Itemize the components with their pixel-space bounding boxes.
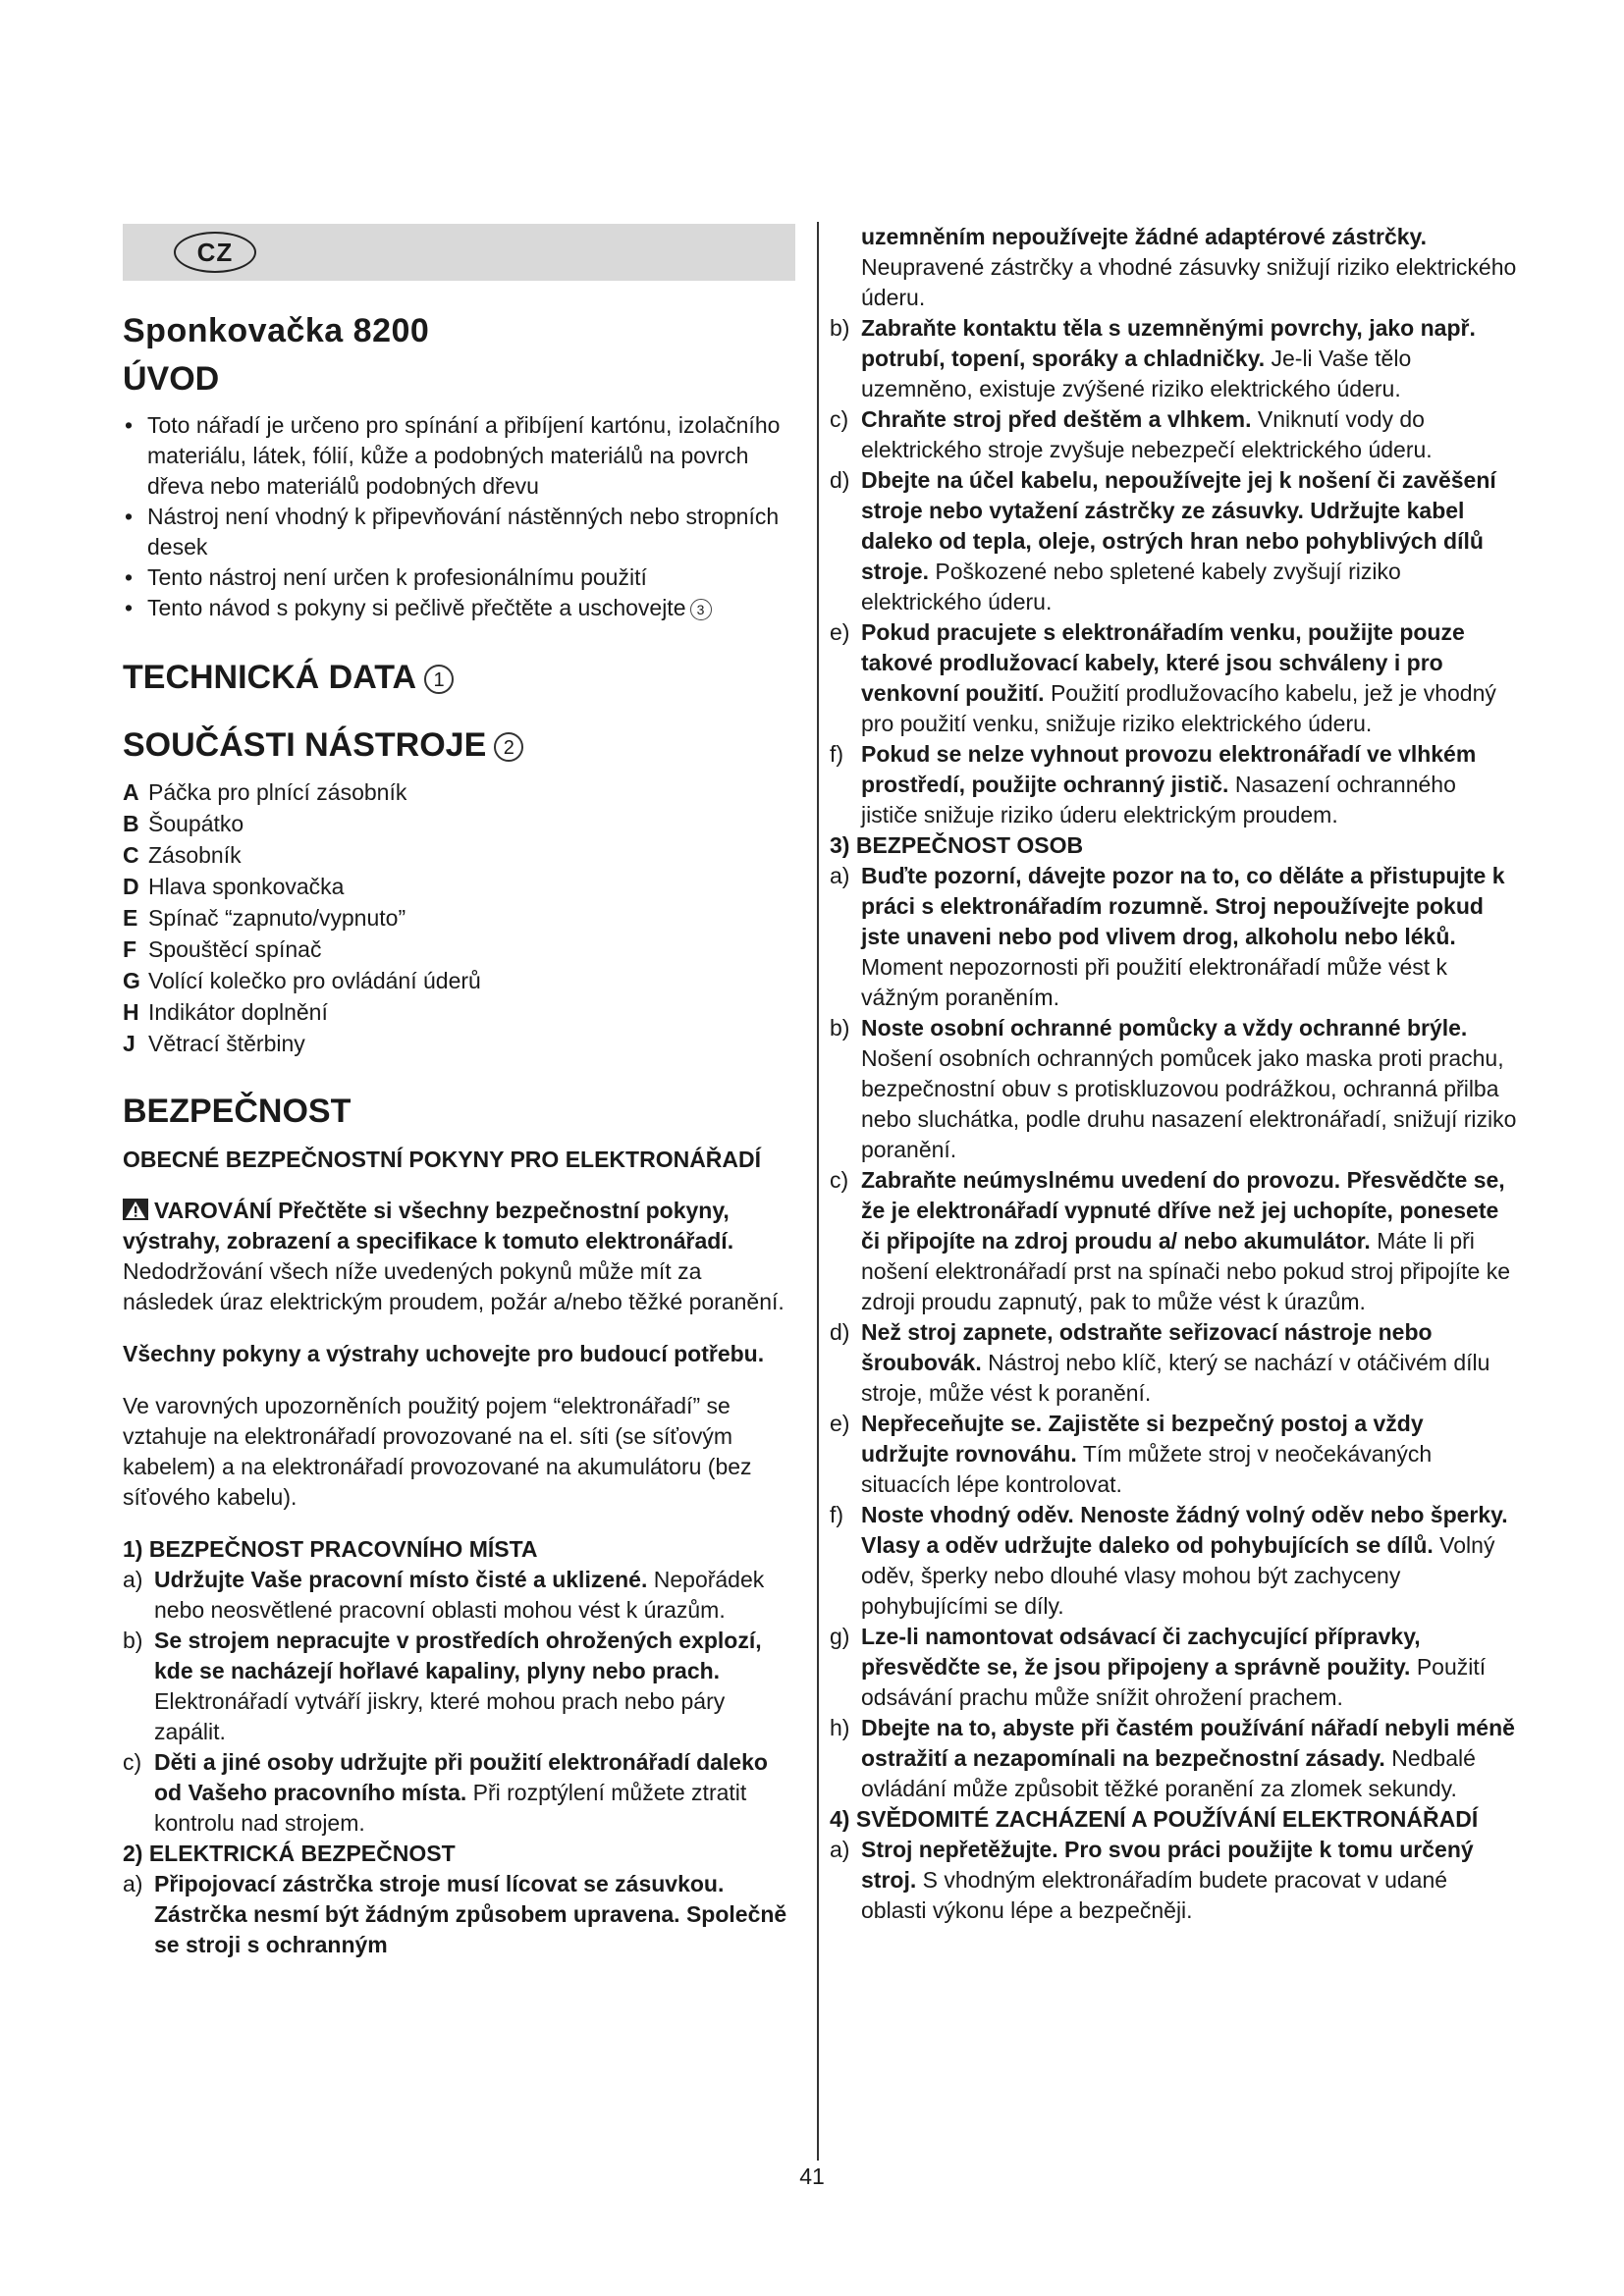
- item-text: Moment nepozornosti při použití elektronářadí může vést k vážným poraněním.: [861, 954, 1448, 1010]
- warning-text: Nedodržování všech níže uvedených pokynů může mít za následek úraz elektrickým proudem, požár a/nebo těžké poranění.: [123, 1258, 785, 1314]
- item-label: e): [830, 1411, 850, 1436]
- item-bold: Děti a jiné osoby udržujte při použití elektronářadí daleko od Vašeho pracovního místa.: [154, 1749, 768, 1805]
- part-name: Spínač “zapnuto/vypnuto”: [148, 905, 406, 931]
- part-item: [123, 996, 795, 1028]
- part-item: [123, 808, 795, 839]
- item-text: Máte li při nošení elektronářadí prst na spínači nebo pokud stroj připojíte ke zdroji proudu zapnutý, pak to může vést k úrazům.: [861, 1228, 1511, 1314]
- product-title: Sponkovačka 8200: [123, 312, 430, 349]
- item-bold: Dbejte na účel kabelu, nepoužívejte jej k nošení či zavěšení stroje nebo vytažení zástrčky ze zásuvky. Udržujte kabel daleko od tepla, oleje, ostrých hran nebo pohyblivých dílů stroje.: [861, 467, 1496, 584]
- safety-item: [830, 1013, 1517, 1165]
- item-label: a): [123, 1567, 143, 1592]
- item-text: Nepořádek nebo neosvětlené pracovní oblasti mohou vést k úrazům.: [154, 1567, 765, 1623]
- part-letter: E: [123, 905, 138, 931]
- item-label: c): [830, 1167, 849, 1193]
- item-text: Poškozené nebo spletené kabely zvyšují riziko elektrického úderu.: [861, 559, 1401, 614]
- item-text: Použití prodlužovacího kabelu, jež je vhodný pro použití venku, snižuje riziko elektrického úderu.: [861, 680, 1496, 736]
- item-bold: Než stroj zapnete, odstraňte seřizovací nástroje nebo šroubovák.: [861, 1319, 1433, 1375]
- intro-item: [123, 562, 795, 593]
- part-item: [123, 965, 795, 996]
- item-label: a): [123, 1871, 143, 1896]
- safety-item: [830, 1622, 1517, 1713]
- item-label: d): [830, 1319, 850, 1345]
- item-bold: Buďte pozorní, dávejte pozor na to, co děláte a přistupujte k práci s elektronářadím rozumně. Stroj nepoužívejte pokud jste unaveni nebo pod vlivem drog, alkoholu nebo léků.: [861, 863, 1505, 949]
- intro-item: [123, 502, 795, 562]
- term-definition: Ve varovných upozorněních použitý pojem “elektronářadí” se vztahuje na elektronářadí provozované na el. síti (se síťovým kabelem) a na elektronářadí provozované na akumulátoru (bez síťového kabelu).: [123, 1393, 752, 1510]
- safety-item: [123, 1565, 795, 1626]
- item-bold: Pokud pracujete s elektronářadím venku, použijte pouze takové prodlužovací kabely, které jsou schváleny i pro venkovní použití.: [861, 619, 1465, 706]
- figure-ref: 1: [424, 665, 454, 694]
- safety-item: [830, 465, 1517, 617]
- item-bold: Zabraňte neúmyslnému uvedení do provozu. Přesvědčte se, že je elektronářadí vypnuté dříve než jej uchopíte, ponesete či připojíte na zdroj proudu a/ nebo akumulátor.: [861, 1167, 1505, 1254]
- safety-item: [830, 1835, 1517, 1926]
- item-text: Volný oděv, šperky nebo dlouhé vlasy mohou být zachyceny pohybujícími se díly.: [861, 1532, 1495, 1619]
- safety-item: [830, 404, 1517, 465]
- item-text: Je-li Vaše tělo uzemněno, existuje zvýšené riziko elektrického úderu.: [861, 346, 1412, 401]
- part-letter: A: [123, 779, 139, 805]
- item-label: e): [830, 619, 850, 645]
- item-text: Použití odsávání prachu může snížit ohrožení prachem.: [861, 1654, 1487, 1710]
- item-label: f): [830, 741, 844, 767]
- heading-soucasti: [123, 726, 795, 765]
- intro-list: [123, 410, 795, 623]
- part-item: [123, 871, 795, 902]
- part-name: Indikátor doplnění: [148, 999, 328, 1025]
- heading-bezpecnost: BEZPEČNOST: [123, 1093, 352, 1130]
- warning-bold: VAROVÁNÍ Přečtěte si všechny bezpečnostní pokyny, výstrahy, zobrazení a specifikace k tomuto elektronářadí.: [123, 1198, 734, 1254]
- item-text: Nedbalé ovládání může způsobit těžké poranění za zlomek sekundy.: [861, 1745, 1476, 1801]
- item-bold: Pokud se nelze vyhnout provozu elektronářadí ve vlhkém prostředí, použijte ochranný jistič.: [861, 741, 1477, 797]
- item-bold: uzemněním nepoužívejte žádné adaptérové zástrčky.: [861, 224, 1428, 249]
- item-bold: Dbejte na to, abyste při častém používání nářadí nebyli méně ostražití a nezapomínali na bezpečnostní zásady.: [861, 1715, 1515, 1771]
- language-badge: CZ: [174, 232, 256, 273]
- part-name: Hlava sponkovačka: [148, 874, 345, 899]
- part-item: [123, 1028, 795, 1059]
- general-safety-heading: OBECNÉ BEZPEČNOSTNÍ POKYNY PRO ELEKTRONÁŘADÍ: [123, 1147, 762, 1172]
- spacer: [123, 1369, 795, 1391]
- item-bold: Stroj nepřetěžujte. Pro svou práci použijte k tomu určený stroj.: [861, 1837, 1474, 1893]
- heading-text: TECHNICKÁ DATA: [123, 659, 417, 696]
- item-label: a): [830, 1837, 850, 1862]
- item-label: b): [830, 1015, 850, 1041]
- section-2-heading: 2) ELEKTRICKÁ BEZPEČNOST: [123, 1841, 456, 1866]
- item-label: d): [830, 467, 850, 493]
- item-bold: Zabraňte kontaktu těla s uzemněnými povrchy, jako např. potrubí, topení, sporáky a chladničky.: [861, 315, 1476, 371]
- part-letter: F: [123, 936, 137, 962]
- spacer: [123, 1174, 795, 1196]
- safety-item: [830, 1713, 1517, 1804]
- item-text: Vniknutí vody do elektrického stroje zvyšuje nebezpečí elektrického úderu.: [861, 406, 1433, 462]
- item-bold: Noste osobní ochranné pomůcky a vždy ochranné brýle.: [861, 1015, 1468, 1041]
- part-name: Větrací štěrbiny: [148, 1031, 305, 1056]
- item-label: c): [830, 406, 849, 432]
- item-text: Elektronářadí vytváří jiskry, které mohou prach nebo páry zapálit.: [154, 1688, 726, 1744]
- keep-text: Všechny pokyny a výstrahy uchovejte pro budoucí potřebu.: [123, 1341, 765, 1366]
- section-3-heading: 3) BEZPEČNOST OSOB: [830, 832, 1084, 858]
- part-letter: G: [123, 968, 140, 993]
- part-name: Šoupátko: [148, 811, 244, 836]
- item-text: Nošení osobních ochranných pomůcek jako maska proti prachu, bezpečnostní obuv s protiskluzovou podrážkou, ochranná přilba nebo sluchátka, podle druhu nasazení elektronářadí, snižují riziko poranění.: [861, 1045, 1517, 1162]
- item-text: Nasazení ochranného jističe snižuje riziko úderu elektrickým proudem.: [861, 772, 1456, 828]
- intro-text: Tento návod s pokyny si pečlivě přečtěte a uschovejte: [147, 595, 686, 620]
- part-letter: C: [123, 842, 139, 868]
- item-bold: Lze-li namontovat odsávací či zachycující přípravky, přesvědčte se, že jsou připojeny a správně použity.: [861, 1624, 1421, 1680]
- part-name: Spouštěcí spínač: [148, 936, 322, 962]
- part-name: Páčka pro plnící zásobník: [148, 779, 407, 805]
- spacer: [123, 1317, 795, 1339]
- part-letter: D: [123, 874, 139, 899]
- part-item: [123, 839, 795, 871]
- parts-list: [123, 776, 795, 1059]
- safety-item: [123, 1626, 795, 1747]
- item-text: Tím můžete stroj v neočekávaných situacích lépe kontrolovat.: [861, 1441, 1433, 1497]
- safety-item: [123, 1869, 795, 1960]
- part-letter: H: [123, 999, 139, 1025]
- item-text: Při rozptýlení můžete ztratit kontrolu nad strojem.: [154, 1780, 747, 1836]
- language-banner: [123, 224, 795, 281]
- left-column: [123, 224, 795, 1960]
- item-label: a): [830, 863, 850, 888]
- safety-item: [830, 1500, 1517, 1622]
- safety-item: [830, 1409, 1517, 1500]
- part-letter: B: [123, 811, 139, 836]
- safety-item: [830, 1165, 1517, 1317]
- item-label: g): [830, 1624, 850, 1649]
- item-label: b): [123, 1628, 143, 1653]
- safety-item: [830, 313, 1517, 404]
- intro-text: Nástroj není vhodný k připevňování nástěnných nebo stropních desek: [147, 504, 780, 560]
- safety-item: [830, 861, 1517, 1013]
- part-item: [123, 902, 795, 934]
- safety-item-continued: [830, 222, 1517, 313]
- part-name: Zásobník: [148, 842, 242, 868]
- figure-ref: 2: [494, 732, 523, 762]
- heading-technicka-data: [123, 659, 795, 697]
- intro-item: [123, 593, 795, 623]
- section-1-heading: 1) BEZPEČNOST PRACOVNÍHO MÍSTA: [123, 1536, 538, 1562]
- item-bold: Chraňte stroj před deštěm a vlhkem.: [861, 406, 1252, 432]
- safety-item: [830, 617, 1517, 739]
- part-item: [123, 934, 795, 965]
- warning-icon: [123, 1199, 148, 1220]
- keep-instructions: [123, 1339, 795, 1369]
- spacer: [123, 1513, 795, 1534]
- intro-text: Tento nástroj není určen k profesionálnímu použití: [147, 564, 647, 590]
- figure-ref: 3: [690, 599, 712, 620]
- item-bold: Noste vhodný oděv. Nenoste žádný volný oděv nebo šperky. Vlasy a oděv udržujte daleko od pohybujících se dílů.: [861, 1502, 1508, 1558]
- item-label: f): [830, 1502, 844, 1527]
- item-bold: Nepřeceňujte se. Zajistěte si bezpečný postoj a vždy udržujte rovnováhu.: [861, 1411, 1424, 1467]
- item-label: h): [830, 1715, 850, 1740]
- page-number: 41: [799, 2163, 825, 2189]
- right-column: [830, 222, 1517, 1926]
- safety-item: [123, 1747, 795, 1839]
- item-text: Neupravené zástrčky a vhodné zásuvky snižují riziko elektrického úderu.: [861, 254, 1517, 310]
- intro-item: [123, 410, 795, 502]
- part-name: Volící kolečko pro ovládání úderů: [148, 968, 481, 993]
- safety-item: [830, 739, 1517, 830]
- section-4-heading: 4) SVĚDOMITÉ ZACHÁZENÍ A POUŽÍVÁNÍ ELEKTRONÁŘADÍ: [830, 1806, 1479, 1832]
- heading-uvod: ÚVOD: [123, 360, 220, 398]
- item-text: S vhodným elektronářadím budete pracovat v udané oblasti výkonu lépe a bezpečněji.: [861, 1867, 1448, 1923]
- item-bold: Se strojem nepracujte v prostředích ohrožených explozí, kde se nacházejí hořlavé kapaliny, plyny nebo prach.: [154, 1628, 762, 1683]
- part-item: [123, 776, 795, 808]
- item-text: Nástroj nebo klíč, který se nachází v otáčivém dílu stroje, může vést k poranění.: [861, 1350, 1490, 1406]
- safety-item: [830, 1317, 1517, 1409]
- item-bold: Připojovací zástrčka stroje musí lícovat se zásuvkou. Zástrčka nesmí být žádným způsobem upravena. Společně se stroji s ochranným: [154, 1871, 787, 1957]
- column-divider: [817, 222, 819, 2161]
- item-label: b): [830, 315, 850, 341]
- warning-paragraph: [123, 1196, 795, 1317]
- part-letter: J: [123, 1031, 135, 1056]
- item-bold: Udržujte Vaše pracovní místo čisté a uklizené.: [154, 1567, 648, 1592]
- item-label: c): [123, 1749, 142, 1775]
- intro-text: Toto nářadí je určeno pro spínání a přibíjení kartónu, izolačního materiálu, látek, fólií, kůže a podobných materiálů na povrch dřeva nebo materiálů podobných dřevu: [147, 412, 781, 499]
- heading-text: SOUČÁSTI NÁSTROJE: [123, 726, 487, 764]
